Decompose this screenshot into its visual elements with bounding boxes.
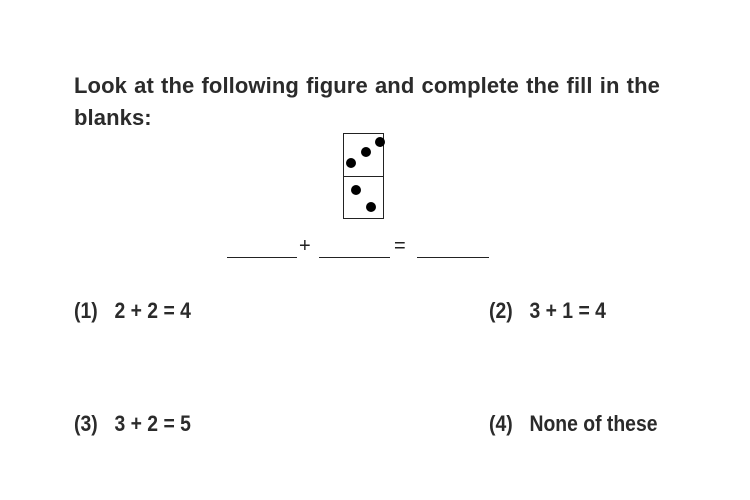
option-number: (4) <box>489 411 513 436</box>
domino-figure <box>343 133 384 219</box>
option-4[interactable] <box>489 411 657 437</box>
option-text: None of these <box>529 411 658 436</box>
domino-bottom-dot <box>351 185 361 195</box>
option-2[interactable] <box>489 298 606 324</box>
blank-3[interactable] <box>417 257 489 258</box>
option-text: 3 + 2 = 5 <box>114 411 191 436</box>
domino-top-dot <box>375 137 385 147</box>
option-text: 3 + 1 = 4 <box>529 298 606 323</box>
equation-blanks <box>0 233 750 263</box>
question-text: Look at the following figure and complete the fill in the blanks: <box>74 73 660 130</box>
domino-bottom-dot <box>366 202 376 212</box>
domino-top-dot <box>361 147 371 157</box>
domino-top-dot <box>346 158 356 168</box>
option-3[interactable] <box>74 411 191 437</box>
blank-2[interactable] <box>319 257 390 258</box>
plus-sign: + <box>299 235 311 257</box>
option-number: (3) <box>74 411 98 436</box>
domino-divider <box>344 176 383 177</box>
option-number: (2) <box>489 298 513 323</box>
option-1[interactable] <box>74 298 191 324</box>
blank-1[interactable] <box>227 257 297 258</box>
option-text: 2 + 2 = 4 <box>114 298 191 323</box>
equals-sign: = <box>394 235 406 257</box>
option-number: (1) <box>74 298 98 323</box>
